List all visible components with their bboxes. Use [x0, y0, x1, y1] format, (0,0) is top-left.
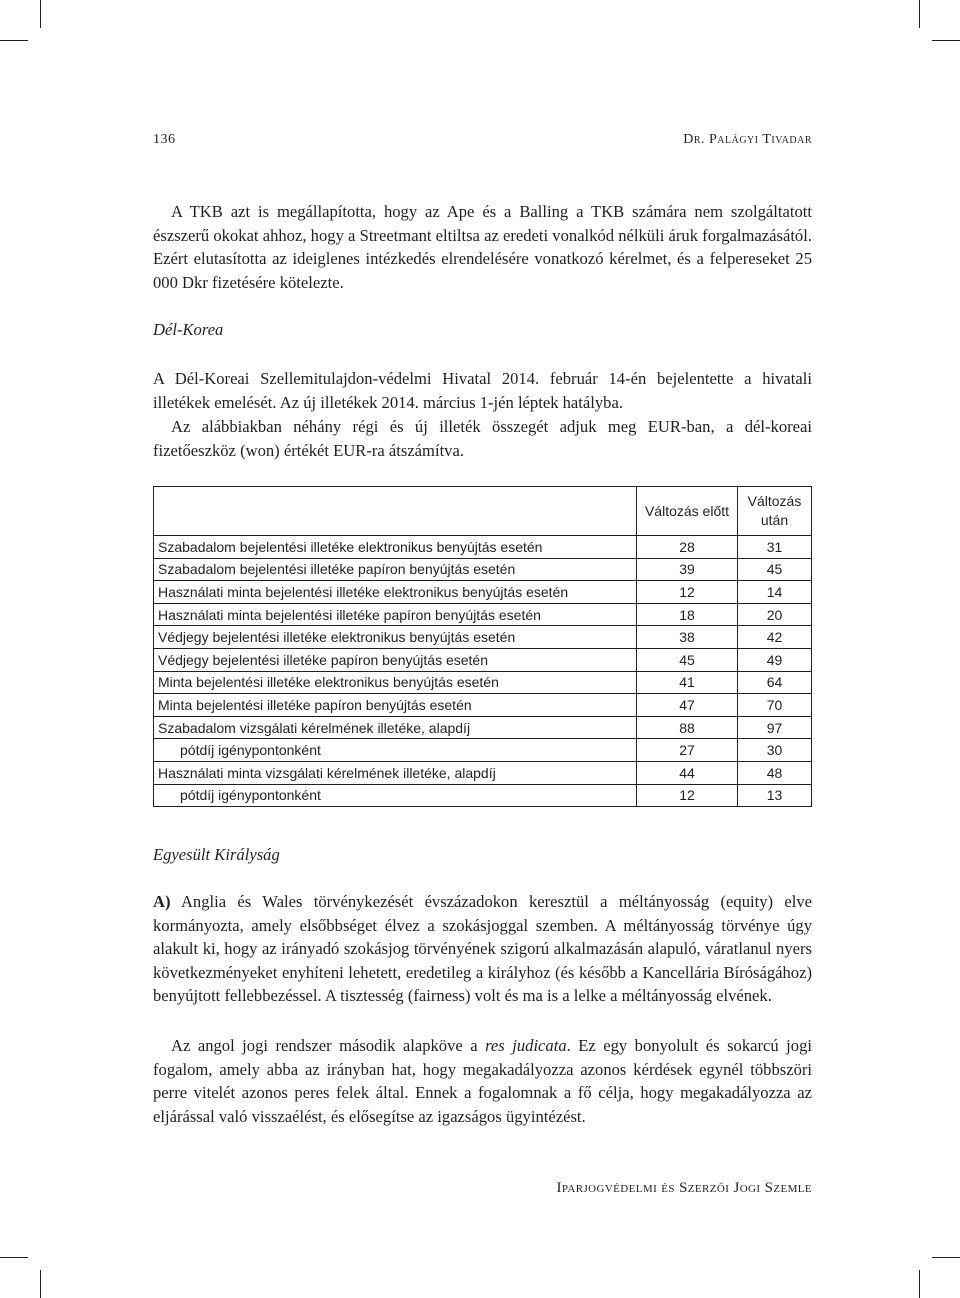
- crop-mark-bottom-left-h: [0, 1257, 28, 1258]
- row-before: 27: [637, 739, 738, 762]
- row-after: 49: [738, 648, 812, 671]
- row-label: Minta bejelentési illetéke papíron benyújtás esetén: [154, 694, 637, 717]
- crop-mark-bottom-right-v: [919, 1270, 920, 1298]
- table-row: [154, 581, 812, 604]
- fee-table: [153, 486, 812, 807]
- row-label: Minta bejelentési illetéke elektronikus benyújtás esetén: [154, 671, 637, 694]
- intro-paragraph: A TKB azt is megállapította, hogy az Ape és a Balling a TKB számára nem szolgáltatott észszerű okokat ahhoz, hogy a Streetmant eltiltsa az eredeti vonalkód nélküli áruk forgalmazásától. Ezért elutasította az ideiglenes intézkedés elrendelésére vonatkozó kérelmet, és a felpereseket 25 000 Dkr fizetésére kötelezte.: [153, 202, 812, 292]
- row-after: 45: [738, 558, 812, 581]
- row-label: Szabadalom vizsgálati kérelmének illetéke, alapdíj: [154, 716, 637, 739]
- row-after: 14: [738, 581, 812, 604]
- table-row: [154, 694, 812, 717]
- header-after: Változás után: [738, 487, 812, 536]
- row-label: Szabadalom bejelentési illetéke papíron benyújtás esetén: [154, 558, 637, 581]
- fee-table-header-row: [154, 487, 812, 536]
- table-row: [154, 739, 812, 762]
- row-label: Használati minta vizsgálati kérelmének illetéke, alapdíj: [154, 761, 637, 784]
- row-label: Használati minta bejelentési illetéke elektronikus benyújtás esetén: [154, 581, 637, 604]
- uk-paragraph-1: [153, 890, 812, 1008]
- row-before: 38: [637, 626, 738, 649]
- row-after: 64: [738, 671, 812, 694]
- row-before: 88: [637, 716, 738, 739]
- row-before: 45: [637, 648, 738, 671]
- table-row: [154, 716, 812, 739]
- table-row: [154, 603, 812, 626]
- row-after: 70: [738, 694, 812, 717]
- crop-mark-top-right-h: [932, 40, 960, 41]
- table-row: [154, 536, 812, 559]
- table-row: [154, 648, 812, 671]
- uk-paragraph-2-before: Az angol jogi rendszer második alapköve a: [171, 1036, 486, 1055]
- header-description: [154, 487, 637, 536]
- row-before: 12: [637, 581, 738, 604]
- uk-paragraph-1-label: A): [153, 892, 171, 911]
- row-before: 44: [637, 761, 738, 784]
- crop-mark-bottom-right-h: [932, 1257, 960, 1258]
- journal-title-footer: Iparjogvédelmi és Szerzői Jogi Szemle: [556, 1180, 812, 1196]
- row-before: 41: [637, 671, 738, 694]
- crop-mark-top-left-v: [40, 0, 41, 28]
- row-after: 31: [738, 536, 812, 559]
- table-row: [154, 784, 812, 807]
- uk-paragraph-2: [153, 1034, 812, 1128]
- row-label: pótdíj igénypontonként: [154, 739, 637, 762]
- row-label: Védjegy bejelentési illetéke papíron benyújtás esetén: [154, 648, 637, 671]
- row-before: 39: [637, 558, 738, 581]
- row-after: 48: [738, 761, 812, 784]
- section-heading-south-korea: Dél-Korea: [153, 320, 224, 339]
- crop-mark-top-right-v: [919, 0, 920, 28]
- row-before: 12: [637, 784, 738, 807]
- row-label: Használati minta bejelentési illetéke papíron benyújtás esetén: [154, 603, 637, 626]
- south-korea-paragraph-2: Az alábbiakban néhány régi és új illeték összegét adjuk meg EUR-ban, a dél-koreai fizetőeszköz (won) értékét EUR-ra átszámítva.: [153, 417, 812, 460]
- row-label: Védjegy bejelentési illetéke elektronikus benyújtás esetén: [154, 626, 637, 649]
- table-row: [154, 761, 812, 784]
- row-after: 30: [738, 739, 812, 762]
- crop-mark-bottom-left-v: [40, 1270, 41, 1298]
- table-row: [154, 626, 812, 649]
- header-before: Változás előtt: [637, 487, 738, 536]
- running-head-author: Dr. Palágyi Tivadar: [683, 132, 812, 147]
- row-before: 18: [637, 603, 738, 626]
- row-before: 28: [637, 536, 738, 559]
- page-number: 136: [153, 132, 176, 147]
- crop-mark-top-left-h: [0, 40, 28, 41]
- table-row: [154, 558, 812, 581]
- table-row: [154, 671, 812, 694]
- running-head: [153, 132, 812, 152]
- uk-paragraph-2-term: res judicata: [485, 1036, 567, 1055]
- row-label: Szabadalom bejelentési illetéke elektronikus benyújtás esetén: [154, 536, 637, 559]
- south-korea-paragraph-1: A Dél-Koreai Szellemitulajdon-védelmi Hivatal 2014. február 14-én bejelentette a hivatali illetékek emelését. Az új illetékek 2014. március 1-jén léptek hatályba.: [153, 369, 812, 412]
- row-after: 13: [738, 784, 812, 807]
- row-before: 47: [637, 694, 738, 717]
- section-heading-uk: Egyesült Királyság: [153, 845, 280, 864]
- row-after: 97: [738, 716, 812, 739]
- uk-paragraph-2-after: . Ez egy bonyolult és sokarcú jogi fogalom, amely abba az irányban hat, hogy megakadályozza azonos kérdések egynél többszöri perre vitelét azonos peres felek által. Ennek a fogalomnak a fő célja, hogy megakadályozza az eljárással való visszaélést, és elősegítse az igazságos ügyintézést.: [153, 1036, 812, 1126]
- row-label: pótdíj igénypontonként: [154, 784, 637, 807]
- uk-paragraph-1-text: Anglia és Wales törvénykezését évszázadokon keresztül a méltányosság (equity) elve kormányozta, amely elsőbbséget élvez a szokásjoggal szemben. A méltányosság törvénye úgy alakult ki, hogy az irányadó szokásjog törvényének szigorú alkalmazásán alapuló, váratlanul nyers következményeket enyhíteni lehetett, eredetileg a királyhoz (és később a Kancellária Bíróságához) benyújtott fellebbezéssel. A tisztesség (fairness) volt és ma is a lelke a méltányosság elvének.: [153, 892, 813, 1006]
- row-after: 20: [738, 603, 812, 626]
- row-after: 42: [738, 626, 812, 649]
